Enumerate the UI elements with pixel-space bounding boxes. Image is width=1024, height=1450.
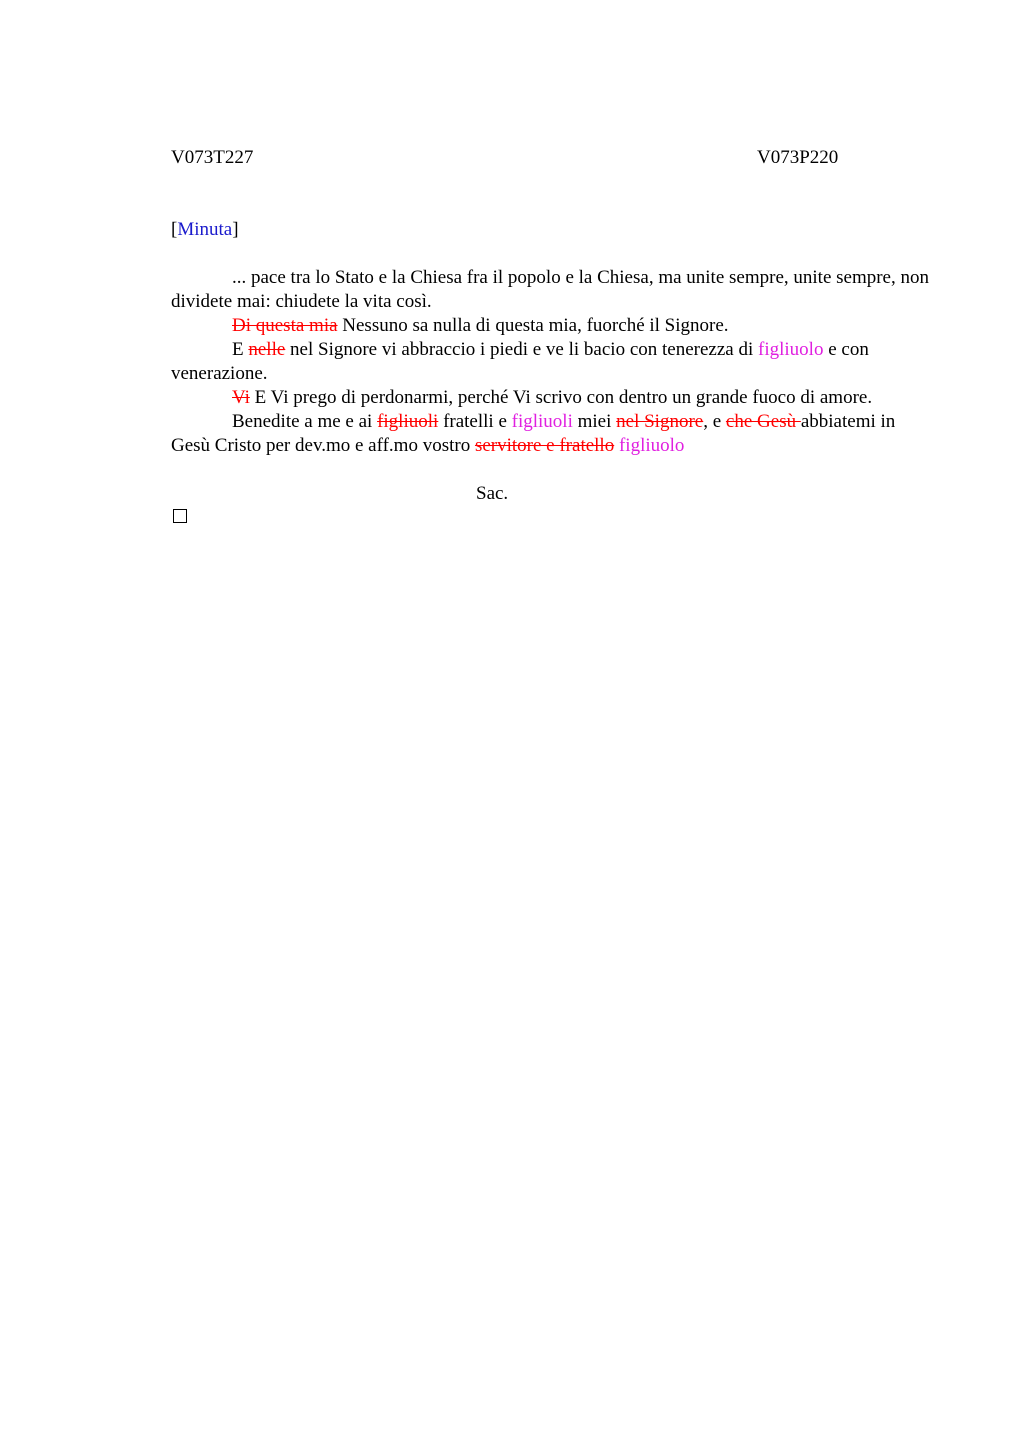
deletion: nel Signore <box>616 411 704 432</box>
document-header <box>171 146 931 170</box>
paragraph-3 <box>171 338 931 386</box>
paragraph-1-text: ... pace tra lo Stato e la Chiesa fra il popolo e la Chiesa, ma unite sempre, unite sempre, non dividete mai: chiudete la vita così. <box>171 267 929 312</box>
label-open-bracket: [ <box>171 219 178 240</box>
paragraph-5-text: miei <box>572 411 617 432</box>
insertion: figliuoli <box>511 411 573 432</box>
insertion: figliuolo <box>618 435 685 456</box>
label-close-bracket: ] <box>232 219 239 240</box>
deletion: nelle <box>248 339 286 360</box>
paragraph-5-text: fratelli e <box>438 411 512 432</box>
end-marker-box-icon <box>173 509 187 523</box>
document-type-label <box>171 218 931 242</box>
deletion: servitore e fratello <box>474 435 615 456</box>
letter-body <box>171 266 931 458</box>
deletion: Di questa mia <box>232 315 338 336</box>
paragraph-5-text: Benedite a me e ai <box>232 411 378 432</box>
deletion: che Gesù <box>725 411 801 432</box>
paragraph-3-text: nel Signore vi abbraccio i piedi e ve li bacio con tenerezza di <box>285 339 758 360</box>
document-code-left: V073T227 <box>171 147 254 168</box>
paragraph-4 <box>171 386 931 410</box>
paragraph-2-text: Nessuno sa nulla di questa mia, fuorché il Signore. <box>337 315 729 336</box>
paragraph-5-text: , e <box>703 411 726 432</box>
paragraph-1 <box>171 266 931 314</box>
insertion: figliuolo <box>758 339 824 360</box>
document-code-right: V073P220 <box>757 147 839 168</box>
paragraph-5-text: abbiatemi in Gesù Cristo per dev.mo e aff.mo vostro <box>171 411 896 456</box>
label-minuta: Minuta <box>177 219 233 240</box>
deletion: Vi <box>232 387 250 408</box>
paragraph-3-text: E <box>232 339 249 360</box>
paragraph-3-text: e con venerazione. <box>171 339 869 384</box>
signature: Sac. <box>476 483 509 504</box>
paragraph-5 <box>171 410 931 458</box>
paragraph-2 <box>171 314 931 338</box>
document-page <box>171 146 931 523</box>
deletion: figliuoli <box>377 411 439 432</box>
paragraph-4-text: E Vi prego di perdonarmi, perché Vi scrivo con dentro un grande fuoco di amore. <box>249 387 873 408</box>
